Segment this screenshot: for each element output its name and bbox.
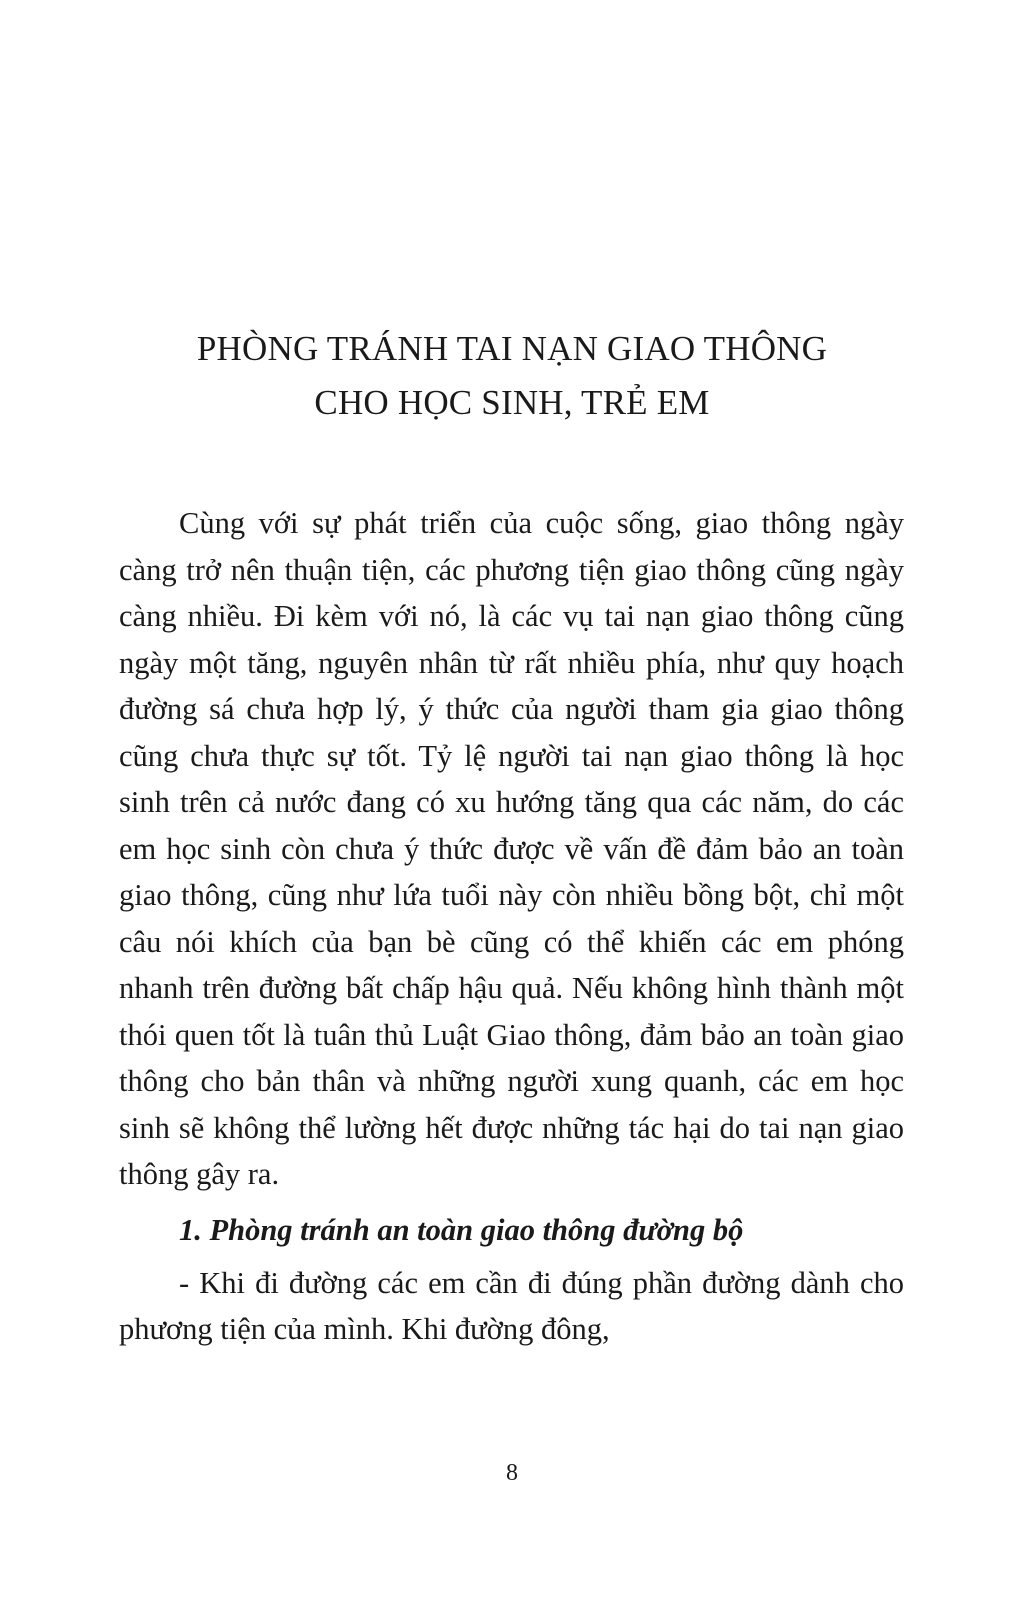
page-number: 8 [506,1460,518,1486]
body-text [119,500,904,1353]
section-paragraph: - Khi đi đường các em cần đi đúng phần đường dành cho phương tiện của mình. Khi đường đông, [119,1265,904,1346]
section-heading: 1. Phòng tránh an toàn giao thông đường bộ [179,1212,744,1247]
page-title [0,322,1024,430]
title-line-2: CHO HỌC SINH, TRẺ EM [314,383,710,422]
intro-paragraph: Cùng với sự phát triển của cuộc sống, giao thông ngày càng trở nên thuận tiện, các phương tiện giao thông cũng ngày càng nhiều. Đi kèm với nó, là các vụ tai nạn giao thông cũng ngày một tăng, nguyên nhân từ rất nhiều phía, như quy hoạch đường sá chưa hợp lý, ý thức của người tham gia giao thông cũng chưa thực sự tốt. Tỷ lệ người tai nạn giao thông là học sinh trên cả nước đang có xu hướng tăng qua các năm, do các em học sinh còn chưa ý thức được về vấn đề đảm bảo an toàn giao thông, cũng như lứa tuổi này còn nhiều bồng bột, chỉ một câu nói khích của bạn bè cũng có thể khiến các em phóng nhanh trên đường bất chấp hậu quả. Nếu không hình thành một thói quen tốt là tuân thủ Luật Giao thông, đảm bảo an toàn giao thông cho bản thân và những người xung quanh, các em học sinh sẽ không thể lường hết được những tác hại do tai nạn giao thông gây ra. [119,506,904,1191]
title-line-1: PHÒNG TRÁNH TAI NẠN GIAO THÔNG [196,329,828,368]
